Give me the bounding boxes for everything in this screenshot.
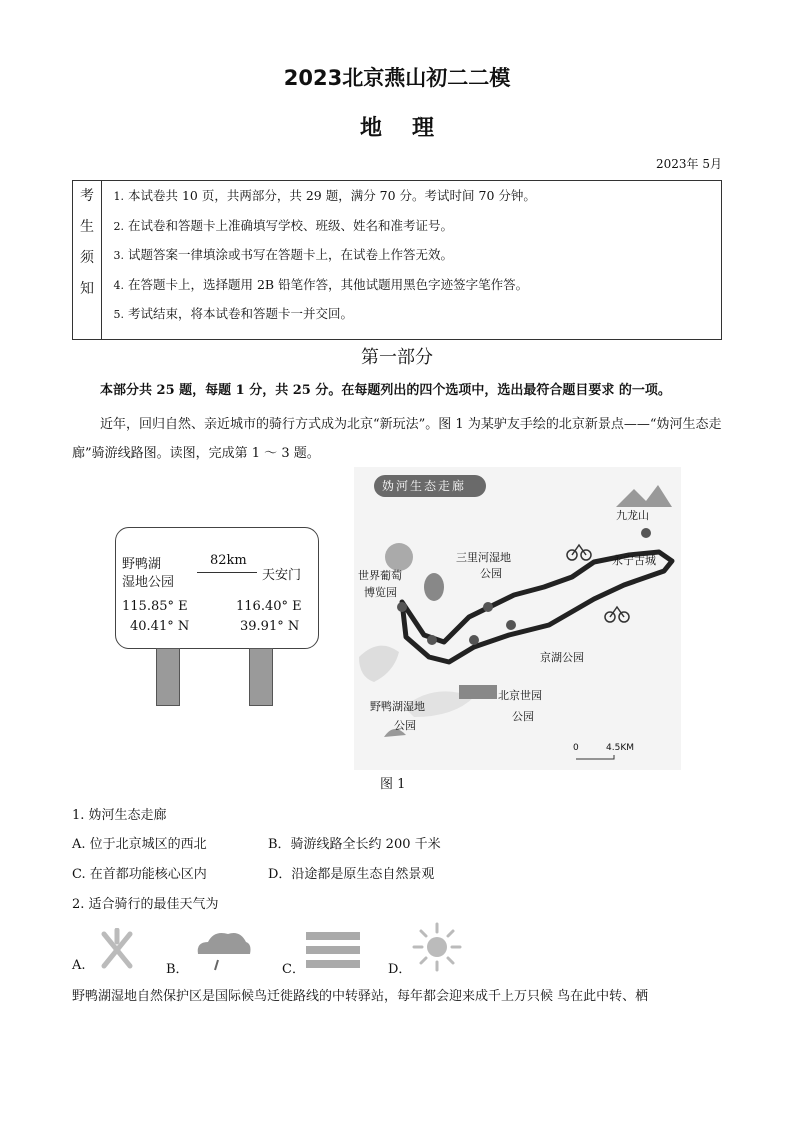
scale-km: 4.5KM	[606, 743, 634, 753]
sign-left-lat: 40.41° N	[130, 619, 190, 634]
q1-option-d[interactable]: D．沿途都是原生态自然景观	[268, 867, 435, 882]
exam-title: 2023北京燕山初二二模	[283, 66, 511, 90]
cyclist-icon	[567, 545, 591, 560]
cyclist-icon	[605, 607, 629, 622]
notice-label-char: 生	[80, 219, 94, 235]
exam-date: 2023年 5月	[656, 157, 722, 171]
mountain-icon	[616, 485, 672, 507]
sign-distance: 82km	[210, 553, 247, 568]
notice-num: 1.	[113, 190, 124, 203]
figure-caption: 图 1	[380, 777, 406, 792]
notice-list	[102, 181, 722, 340]
notice-table	[72, 180, 722, 340]
notice-text: 在试卷和答题卡上准确填写学校、班级、姓名和准考证号。	[128, 217, 454, 233]
notice-num: 3.	[113, 249, 124, 262]
sign-left-name-1: 野鸭湖	[122, 557, 162, 572]
water-area	[359, 646, 399, 682]
notice-num: 5.	[113, 308, 124, 321]
notice-label	[73, 181, 102, 340]
label-shiyuan-2: 公园	[512, 710, 534, 723]
pavilion-icon	[459, 685, 497, 699]
label-putao-2: 博览园	[364, 586, 397, 599]
sign-post-right	[249, 648, 273, 706]
q2-option-d[interactable]: D．	[388, 962, 412, 977]
sign-right-name: 天安门	[262, 568, 302, 583]
label-jinghu: 京湖公园	[540, 651, 584, 664]
q1-stem: 1. 妫河生态走廊	[72, 808, 167, 823]
sign-left-name-2: 湿地公园	[122, 575, 175, 590]
label-sanlihe-2: 公园	[480, 567, 502, 580]
sign-left-lon: 115.85° E	[122, 599, 188, 614]
q2-option-a[interactable]: A.	[72, 958, 86, 973]
notice-item	[102, 211, 721, 241]
label-putao-1: 世界葡萄	[358, 569, 402, 582]
rain-cloud-icon	[192, 928, 254, 974]
fog-icon	[306, 930, 360, 970]
scale-bar	[576, 755, 614, 759]
pin-icon	[506, 620, 516, 630]
snowflake-icon	[96, 928, 138, 972]
sun-icon	[412, 922, 462, 972]
notice-label-char: 考	[80, 188, 94, 204]
notice-text: 试题答案一律填涂或书写在答题卡上，在试卷上作答无效。	[128, 247, 454, 262]
pin-icon	[469, 635, 479, 645]
pin-icon	[397, 602, 407, 612]
pin-icon	[483, 602, 493, 612]
notice-label-char: 知	[80, 281, 94, 297]
sign-right-lon: 116.40° E	[236, 599, 302, 614]
label-sanlihe-1: 三里河湿地	[456, 551, 511, 564]
q1-option-a[interactable]: A. 位于北京城区的西北	[72, 837, 207, 852]
notice-text: 在答题卡上，选择题用 2B 铅笔作答，其他试题用黑色字迹签字笔作答。	[128, 276, 529, 292]
sign-arrow-line	[197, 572, 257, 573]
sign-post-left	[156, 648, 180, 706]
notice-item	[102, 270, 721, 300]
tree-icon	[424, 573, 444, 601]
q2-option-c[interactable]: C．	[282, 962, 305, 977]
notice-text: 考试结束，将本试卷和答题卡一并交回。	[128, 306, 354, 321]
label-jiulongshan: 九龙山	[616, 509, 649, 522]
notice-label-char: 须	[80, 250, 94, 266]
question-context: 近年，回归自然、亲近城市的骑行方式成为北京“新玩法”。图 1 为某驴友手绘的北京新景点——“妫河生态走廊”骑游线路图。读图，完成第 1 ～ 3 题。	[72, 417, 722, 461]
map-banner-text: 妫河生态走廊	[382, 479, 467, 493]
q2-option-b[interactable]: B．	[166, 962, 189, 977]
notice-num: 4.	[113, 278, 124, 292]
notice-item	[102, 299, 721, 329]
label-yeyahu-1: 野鸭湖湿地	[370, 700, 425, 713]
subject-title: 地理	[359, 116, 464, 141]
q1-option-c[interactable]: C. 在首都功能核心区内	[72, 867, 207, 882]
q2-stem: 2. 适合骑行的最佳天气为	[72, 897, 219, 912]
route-map	[354, 467, 681, 770]
notice-item	[102, 181, 721, 211]
notice-text: 本试卷共 10 页，共两部分，共 29 题，满分 70 分。考试时间 70 分钟。	[128, 188, 536, 203]
part-title: 第一部分	[361, 347, 433, 368]
part-intro: 本部分共 25 题，每题 1 分，共 25 分。在每题列出的四个选项中，选出最符合题目要求 的一项。	[100, 383, 671, 398]
notice-num: 2.	[113, 219, 124, 233]
scale-zero: 0	[573, 743, 579, 753]
next-context: 野鸭湖湿地自然保护区是国际候鸟迁徙路线的中转驿站，每年都会迎来成千上万只候 鸟在此中转、栖	[72, 989, 649, 1004]
q1-option-b[interactable]: B．骑游线路全长约 200 千米	[268, 837, 441, 852]
pin-icon	[641, 528, 651, 538]
label-shiyuan-1: 北京世园	[498, 689, 542, 702]
route-line	[402, 552, 672, 662]
notice-item	[102, 240, 721, 270]
label-yeyahu-2: 公园	[394, 719, 416, 732]
label-yongning: 永宁古城	[612, 554, 656, 567]
pin-icon	[427, 635, 437, 645]
sign-right-lat: 39.91° N	[240, 619, 300, 634]
